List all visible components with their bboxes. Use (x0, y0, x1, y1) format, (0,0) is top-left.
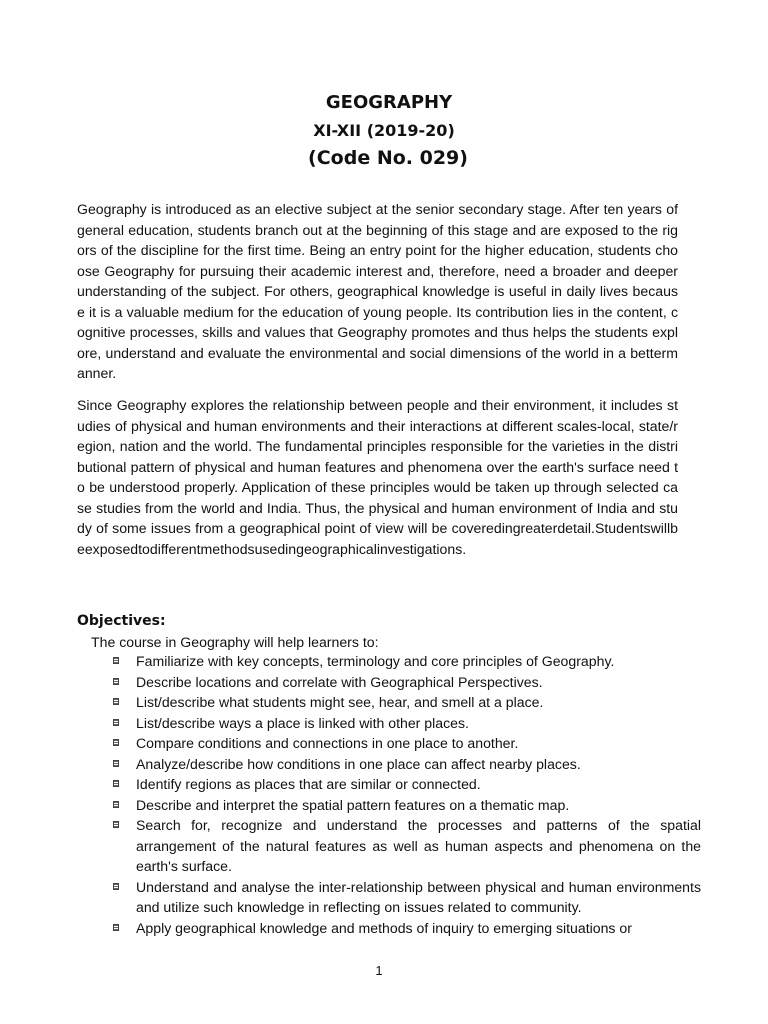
list-item (113, 672, 701, 693)
intro-paragraph: Geography is introduced as an elective subject at the senior secondary stage. After ten years of general education, students branch out at the beginning of this stage and are exposed to the rigors of the discipline for the first time. Being an entry point for the higher education, students choose Geography for pursuing their academic interest and, therefore, need a broader and deeper understanding of the subject. For others, geographical knowledge is useful in daily lives because it is a valuable medium for the education of young people. Its contribution lies in the content, cognitive processes, skills and values that Geography promotes and thus helps the students explore, understand and evaluate the environmental and social dimensions of the world in a bettermanner. (77, 201, 678, 381)
objective-text: Analyze/describe how conditions in one place can affect nearby places. (136, 755, 581, 772)
objective-text: List/describe ways a place is linked with other places. (136, 714, 469, 731)
bullet-icon (113, 801, 119, 808)
objectives-heading: Objectives: (77, 613, 166, 629)
list-item (113, 733, 701, 754)
subject-code: (Code No. 029) (308, 147, 468, 169)
objective-text: Understand and analyse the inter-relationship between physical and human environments and utilize such knowledge in reflecting on issues related to community. (136, 878, 701, 915)
list-item (113, 774, 701, 795)
class-range: XI-XII (2019-20) (313, 121, 455, 140)
bullet-icon (113, 821, 119, 828)
bullet-icon (113, 739, 119, 746)
objective-text: Search for, recognize and understand the processes and patterns of the spatial arrangement of the natural features as well as human aspects and phenomena on the earth's surface. (136, 817, 701, 874)
objective-text: Describe and interpret the spatial pattern features on a thematic map. (136, 796, 570, 813)
scope-paragraph: Since Geography explores the relationship between people and their environment, it includes studies of physical and human environments and their interactions at different scales-local, state/region, nation and the world. The fundamental principles responsible for the varieties in the distributional pattern of physical and human features and phenomena over the earth's surface need to be understood properly. Application of these principles would be taken up through selected case studies from the world and India. Thus, the physical and human environment of India and study of some issues from a geographical point of view will be coveredingreaterdetail.Studentswillbeexposedtodifferentmethodsusedingeographicalinvestigations. (77, 397, 678, 557)
objective-text: List/describe what students might see, hear, and smell at a place. (136, 694, 544, 710)
list-item (113, 877, 701, 918)
page-number: 1 (375, 963, 383, 978)
list-item (113, 815, 701, 877)
objective-text: Familiarize with key concepts, terminology and core principles of Geography. (136, 653, 615, 669)
bullet-icon (113, 883, 119, 890)
bullet-icon (113, 780, 119, 787)
bullet-icon (113, 760, 119, 767)
objective-text: Apply geographical knowledge and methods of inquiry to emerging situations or (136, 919, 632, 936)
bullet-icon (113, 924, 119, 931)
list-item (113, 692, 701, 713)
objectives-intro: The course in Geography will help learners to: (91, 634, 379, 650)
list-item (113, 918, 701, 939)
objective-text: Compare conditions and connections in one place to another. (136, 735, 519, 751)
bullet-icon (113, 657, 119, 664)
bullet-icon (113, 719, 119, 726)
objective-text: Describe locations and correlate with Geographical Perspectives. (136, 673, 543, 690)
list-item (113, 754, 701, 775)
bullet-icon (113, 678, 119, 685)
document-title: GEOGRAPHY (325, 92, 453, 113)
list-item (113, 795, 701, 816)
bullet-icon (113, 698, 119, 705)
objectives-list (113, 651, 701, 938)
objective-text: Identify regions as places that are similar or connected. (136, 776, 481, 792)
list-item (113, 651, 701, 672)
list-item (113, 713, 701, 734)
